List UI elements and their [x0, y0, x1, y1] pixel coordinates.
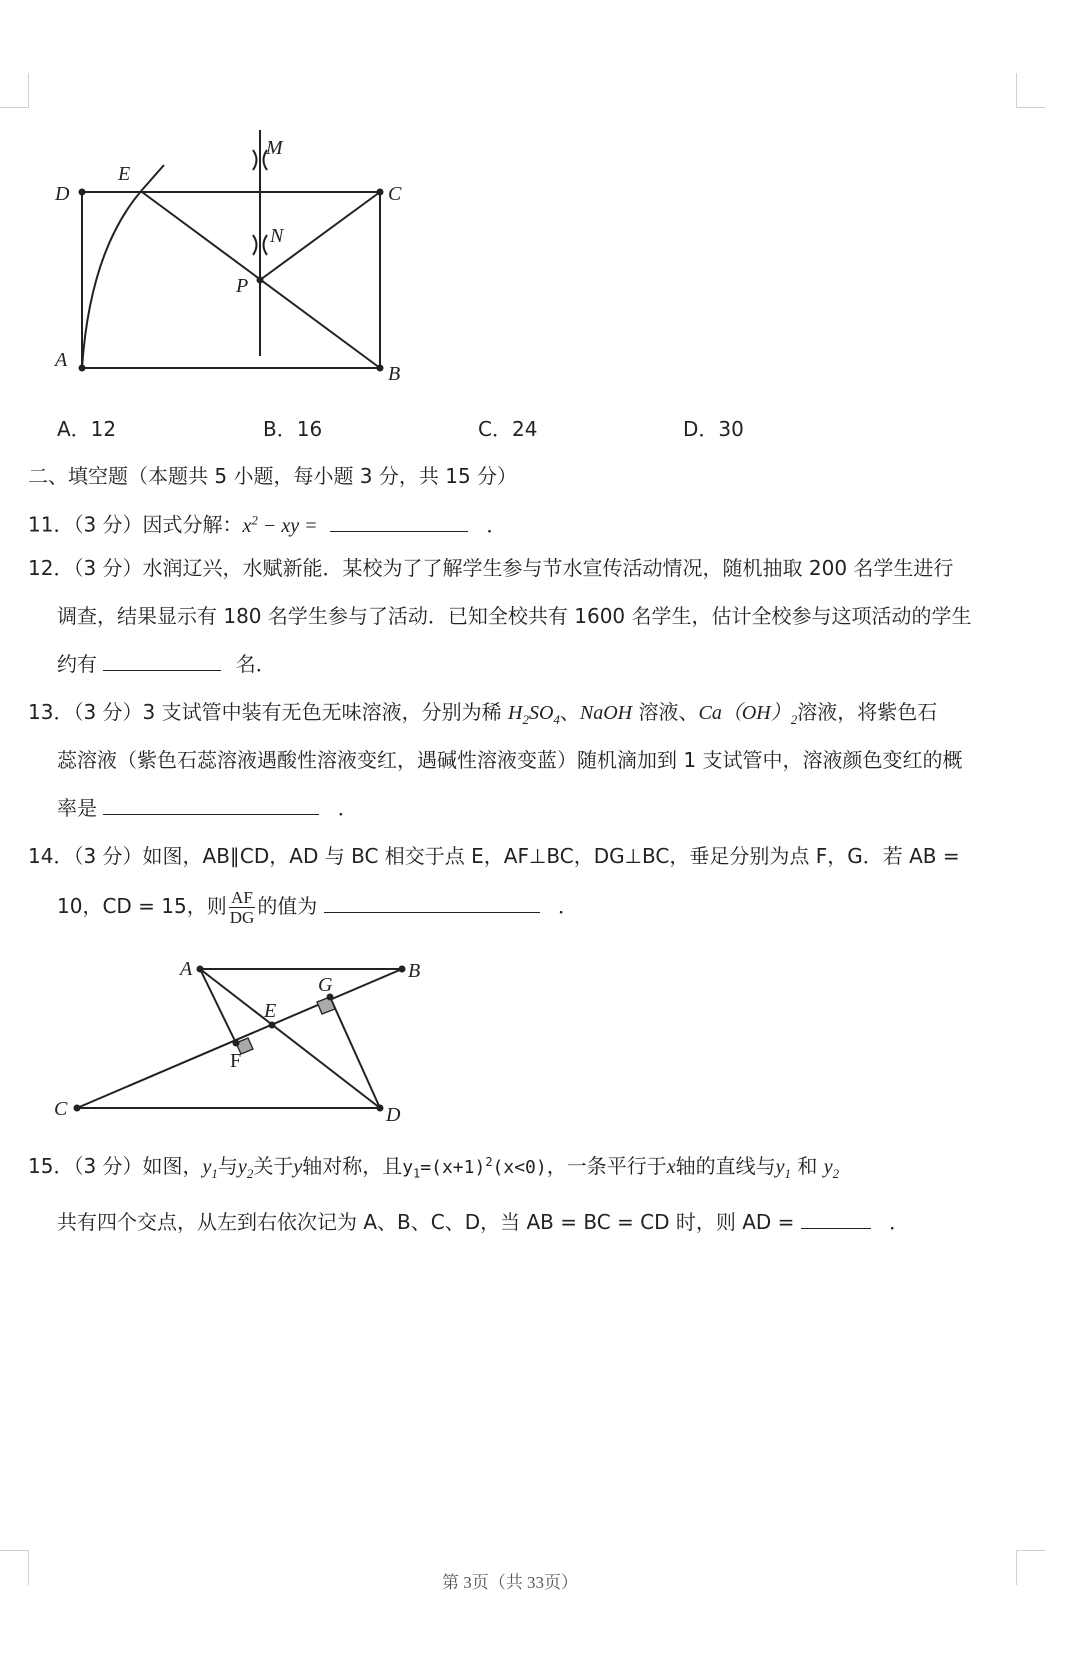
- label-c: C: [54, 1098, 68, 1120]
- q12-line1: 12．（3 分）水润辽兴，水赋新能．某校为了了解学生参与节水宣传活动情况，随机抽取 200 名学生进行: [28, 556, 954, 580]
- q13-line3-head: 率是: [57, 796, 97, 820]
- q15-y-axis: y: [293, 1156, 303, 1178]
- corner-mark-top-right: [1016, 73, 1045, 108]
- q11-head: 11．（3 分）因式分解：: [28, 512, 243, 537]
- segment-gd: [330, 997, 380, 1108]
- q13-line1-mid1: 溶液、: [638, 700, 699, 724]
- question-12-line3: [57, 652, 276, 676]
- q14-frac-numerator: AF: [229, 888, 256, 908]
- q12-line3-head: 约有: [57, 652, 97, 676]
- q15-line1-axis: 轴对称，且: [302, 1154, 403, 1178]
- q15-y1-b: $y_1$: [775, 1156, 792, 1181]
- arc-tick: [142, 165, 164, 190]
- q15-answer-blank[interactable]: [801, 1210, 871, 1229]
- arc-ae: [82, 190, 142, 368]
- label-b: B: [408, 960, 421, 982]
- q13-naoh: NaOH: [579, 702, 633, 724]
- question-15-line2: [57, 1210, 909, 1234]
- point-d: [79, 189, 86, 196]
- label-p: P: [236, 275, 249, 297]
- q15-line1-tail2: 轴的直线与: [675, 1154, 776, 1178]
- q13-line1-tail: 溶液，将紫色石: [797, 700, 938, 724]
- point-b: [377, 365, 384, 372]
- corner-mark-top-left: [0, 73, 29, 108]
- page-footer: 第 3页（共 33页）: [442, 1573, 578, 1592]
- arc-mark-n-left: [253, 235, 257, 255]
- section-title: 二、填空题（本题共 5 小题，每小题 3 分，共 15 分）: [28, 464, 518, 488]
- point-c: [377, 189, 384, 196]
- q14-line2-tail: ．: [558, 894, 579, 918]
- corner-mark-bottom-right: [1016, 1550, 1045, 1585]
- label-e: E: [118, 163, 131, 185]
- q15-y2-b: $y_2$: [823, 1156, 840, 1181]
- q14-answer-blank[interactable]: [324, 894, 540, 913]
- q15-y1: $y_1$: [202, 1156, 218, 1181]
- point-c: [74, 1105, 81, 1112]
- label-d: D: [386, 1104, 401, 1125]
- q15-formula: $y_1=(x+1)^2(x<0)$: [402, 1155, 547, 1181]
- label-b: B: [388, 363, 401, 385]
- q11-expression: $x^2$ − xy =: [242, 512, 318, 537]
- q12-answer-blank[interactable]: [103, 652, 221, 671]
- q12-line3-tail: 名．: [235, 652, 276, 676]
- q11-tail: ．: [486, 512, 507, 537]
- q14-fraction: [229, 888, 256, 927]
- option-b: B．16: [263, 417, 323, 441]
- label-a: A: [55, 349, 68, 371]
- q14-frac-denominator: DG: [229, 908, 255, 927]
- option-a: A．12: [57, 417, 117, 441]
- point-d: [377, 1105, 384, 1112]
- option-d: D．30: [683, 417, 744, 441]
- label-a: A: [180, 958, 193, 980]
- q15-line1-mid: 关于: [253, 1154, 294, 1178]
- label-m: M: [266, 137, 283, 159]
- point-a: [79, 365, 86, 372]
- q13-answer-blank[interactable]: [103, 796, 319, 815]
- figure-parallel-lines: [50, 955, 430, 1125]
- q11-answer-blank[interactable]: [330, 513, 468, 532]
- point-e: [269, 1022, 276, 1029]
- q14-line2-mid: 的值为: [257, 894, 318, 918]
- q13-line2: 蕊溶液（紫色石蕊溶液遇酸性溶液变红，遇碱性溶液变蓝）随机滴加到 1 支试管中，溶液颜色变红的概: [57, 748, 963, 772]
- question-15-line1: [28, 1150, 839, 1186]
- label-e: E: [264, 1000, 277, 1022]
- q14-line1: 14．（3 分）如图，AB∥CD，AD 与 BC 相交于点 E，AF⊥BC，DG⊥BC，垂足分别为点 F，G．若 AB =: [28, 844, 960, 868]
- q15-line2: 共有四个交点，从左到右依次记为 A、B、C、D，当 AB = BC = CD 时，则 AD =: [57, 1210, 795, 1234]
- figure-rectangle-construction: [50, 130, 430, 390]
- q14-line2-head: 10，CD = 15，则: [57, 894, 227, 918]
- arc-mark-n-right: [264, 235, 268, 255]
- point-f: [233, 1040, 240, 1047]
- point-a: [197, 966, 204, 973]
- label-d: D: [55, 183, 70, 205]
- point-p: [257, 277, 264, 284]
- q15-x-axis: x: [666, 1156, 676, 1178]
- q13-h2so4: $H_2SO_4$: [507, 702, 560, 727]
- q15-and: 与: [217, 1154, 238, 1178]
- q15-y2: $y_2$: [237, 1156, 254, 1181]
- question-13-line3: [57, 796, 358, 820]
- q15-and2: 和: [791, 1154, 824, 1178]
- q13-comma1: 、: [559, 700, 580, 724]
- q15-line1-tail: ，一条平行于: [546, 1154, 667, 1178]
- question-13-line1: [28, 700, 937, 732]
- label-g: G: [318, 974, 333, 996]
- corner-mark-bottom-left: [0, 1550, 29, 1585]
- segment-af: [200, 969, 236, 1043]
- q13-line3-tail: ．: [337, 796, 358, 820]
- q13-line1-head: 13．（3 分）3 支试管中装有无色无味溶液，分别为稀: [28, 700, 502, 724]
- q12-line2: 调查，结果显示有 180 名学生参与了活动．已知全校共有 1600 名学生，估计全校参与这项活动的学生: [57, 604, 972, 628]
- point-b: [399, 966, 406, 973]
- label-c: C: [388, 183, 402, 205]
- q15-line1-head: 15．（3 分）如图，: [28, 1154, 203, 1178]
- label-f: F: [230, 1050, 242, 1072]
- q13-caoh2: $Ca(OH)_2$: [698, 702, 798, 727]
- q15-line2-tail: ．: [889, 1210, 910, 1234]
- question-14-line2: [57, 886, 578, 927]
- option-c: C．24: [478, 417, 538, 441]
- question-11: [28, 508, 506, 538]
- arc-mark-m-left: [253, 150, 257, 170]
- label-n: N: [270, 225, 284, 247]
